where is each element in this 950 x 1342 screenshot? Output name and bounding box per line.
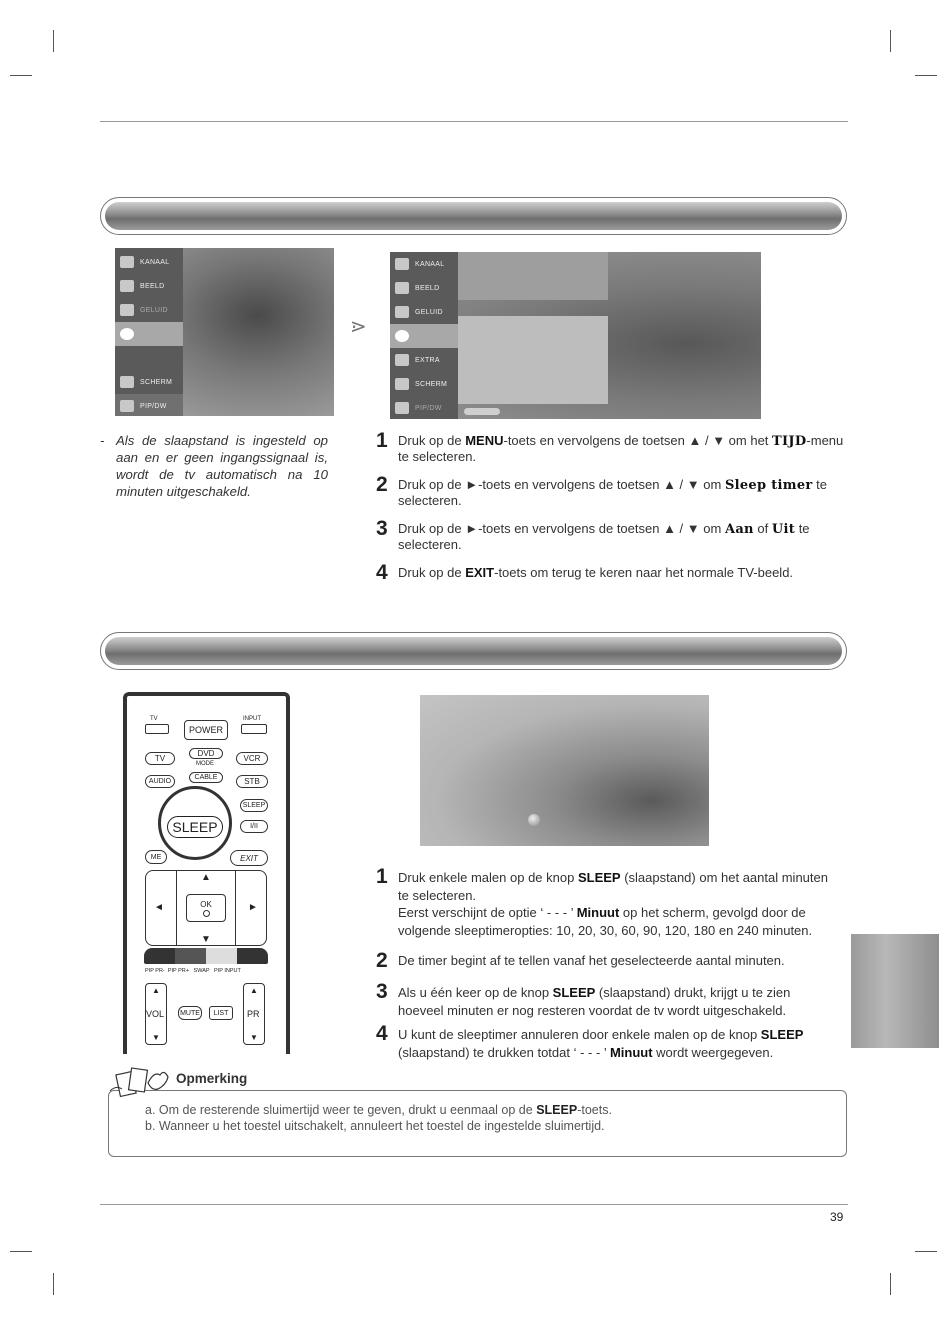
page-number: 39 — [830, 1210, 844, 1224]
menu-item-scherm: SCHERM — [390, 372, 458, 396]
crop-mark — [915, 75, 937, 76]
step-text: De timer begint af te tellen vanaf het geselecteerde aantal minuten. — [398, 953, 785, 968]
tv-mode-button[interactable]: TV — [145, 752, 175, 765]
stb-mode-button[interactable]: STB — [236, 775, 268, 788]
tv-menu-screen-right — [390, 252, 761, 419]
header-rule — [100, 121, 848, 122]
input-button[interactable] — [241, 724, 267, 734]
menu-item-beeld: BEELD — [390, 276, 458, 300]
pip-button-mid[interactable] — [175, 948, 206, 964]
sleep-step-4 — [376, 1023, 826, 1061]
crop-mark — [53, 1273, 54, 1295]
vcr-mode-button[interactable]: VCR — [236, 752, 268, 765]
note-line-b: b. Wanneer u het toestel uitschakelt, annuleert het toestel de ingestelde sluimertijd. — [145, 1119, 605, 1133]
step-number: 3 — [376, 980, 388, 1003]
picture-icon — [395, 282, 409, 294]
menu-item-scherm: SCHERM — [115, 370, 183, 394]
cable-mode-button[interactable]: CABLE — [189, 772, 223, 783]
crop-mark — [915, 1251, 937, 1252]
ok-dot-icon — [203, 910, 210, 917]
chapter-side-tab — [851, 934, 939, 1048]
left-arrow-icon[interactable]: ◄ — [154, 902, 164, 913]
picture-icon — [120, 280, 134, 292]
step-1 — [376, 430, 848, 464]
vol-label: VOL — [146, 1009, 165, 1019]
menu-item-pipdw: PIP/DW — [115, 394, 183, 416]
screen-adjust-icon — [120, 376, 134, 388]
step-number: 4 — [376, 1022, 388, 1045]
crop-mark — [890, 30, 891, 52]
note-title: Opmerking — [176, 1071, 248, 1086]
pip-button-light[interactable] — [206, 948, 237, 964]
sleep-step-2 — [376, 950, 836, 972]
menu-item-kanaal: KANAAL — [115, 250, 183, 274]
sleep-step-3 — [376, 981, 816, 1019]
menu-item-extra — [115, 346, 183, 370]
step-4 — [376, 562, 848, 584]
i-ii-button[interactable]: I/II — [240, 820, 268, 833]
step-text: Druk op de ►-toets en vervolgens de toetsen ▲ / ▼ om Sleep timer te selecteren. — [398, 477, 828, 508]
right-arrow-icon[interactable]: ► — [248, 902, 258, 913]
up-arrow-icon[interactable]: ▲ — [201, 872, 211, 883]
step-text: Druk op de ►-toets en vervolgens de toetsen ▲ / ▼ om Aan of Uit te selecteren. — [398, 521, 810, 552]
pip-icon — [395, 402, 409, 414]
menu-item-beeld: BEELD — [115, 274, 183, 298]
menu-item-geluid: GELUID — [390, 300, 458, 324]
wrench-icon — [395, 354, 409, 366]
submenu-line — [464, 258, 466, 265]
menu-item-geluid: GELUID — [115, 298, 183, 322]
menu-item-pipdw: PIP/DW — [390, 396, 458, 419]
step-text: Druk op de EXIT-toets om terug te keren naar het normale TV-beeld. — [398, 565, 794, 580]
crop-mark — [10, 75, 32, 76]
sleep-standby-note — [100, 432, 328, 500]
crop-mark — [890, 1273, 891, 1295]
list-button[interactable]: LIST — [209, 1006, 233, 1020]
crop-mark — [10, 1251, 32, 1252]
power-button[interactable]: POWER — [184, 720, 228, 740]
note-line-a: a. Om de resterende sluimertijd weer te geven, drukt u eenmaal op de SLEEP-toets. — [145, 1103, 612, 1117]
menu-item-tijd-selected — [115, 322, 183, 346]
step-number: 4 — [376, 561, 388, 584]
down-arrow-icon[interactable]: ▼ — [201, 934, 211, 945]
tv-mode-label: TV — [150, 716, 158, 722]
tv-input-button[interactable] — [145, 724, 169, 734]
step-number: 1 — [376, 865, 388, 888]
note-text: Als de slaapstand is ingesteld op aan en er geen ingangssignaal is, wordt de tv automatisch na 10 minuten uitgeschakeld. — [116, 433, 328, 499]
menu-item-tijd-selected — [390, 324, 458, 348]
sleep-indicator-icon — [528, 814, 540, 826]
step-2 — [376, 474, 848, 508]
tv-sleep-screen — [420, 695, 709, 846]
ok-button[interactable] — [186, 894, 226, 922]
bottom-bar-button — [464, 408, 500, 415]
mute-button[interactable]: MUTE — [178, 1006, 202, 1020]
sleep-small-button[interactable]: SLEEP — [240, 799, 268, 812]
exit-button[interactable]: EXIT — [230, 850, 268, 866]
crop-mark — [53, 30, 54, 52]
step-text: Druk enkele malen op de knop SLEEP (slaapstand) om het aantal minuten te selecteren. Eerst verschijnt de optie ‘ - - - ’ Minuut op het scherm, gevolgd door de volgende sleeptimeropties: 10, 20, 30, 60, 90, 120, 180 en 240 minuten. — [398, 870, 828, 938]
note-box — [108, 1090, 847, 1157]
screen-adjust-icon — [395, 378, 409, 390]
pr-down-icon: ▼ — [250, 1033, 258, 1042]
ok-label: OK — [200, 899, 212, 909]
pip-icon — [120, 400, 134, 412]
step-number: 1 — [376, 429, 388, 452]
audio-mode-button[interactable]: AUDIO — [145, 775, 175, 788]
input-label: INPUT — [243, 716, 261, 722]
section-banner-2 — [100, 632, 847, 670]
vol-up-icon: ▲ — [152, 986, 160, 995]
next-arrow-icon: ⋗ — [350, 314, 367, 338]
step-text: Als u één keer op de knop SLEEP (slaapstand) drukt, krijgt u te zien hoeveel minuten er nog resteren voordat de tv wordt uitgeschakeld. — [398, 985, 791, 1018]
pip-labels: PIP PR- PIP PR+ SWAP PIP INPUT — [145, 968, 241, 974]
step-text: U kunt de sleeptimer annuleren door enkele malen op de knop SLEEP (slaapstand) te drukken totdat ‘ - - - ’ Minuut wordt weergegeven. — [398, 1027, 804, 1060]
speaker-icon — [395, 306, 409, 318]
vol-down-icon: ▼ — [152, 1033, 160, 1042]
submenu-top-panel — [458, 252, 608, 300]
submenu-options-panel — [458, 316, 608, 404]
step-text: Druk op de MENU-toets en vervolgens de toetsen ▲ / ▼ om het TIJD-menu te selecteren. — [398, 433, 844, 464]
sleep-button[interactable]: SLEEP — [167, 816, 223, 838]
sleep-button-magnifier — [158, 786, 232, 860]
menu-button[interactable]: ME — [145, 850, 167, 864]
pr-up-icon: ▲ — [250, 986, 258, 995]
satellite-icon — [120, 256, 134, 268]
clock-icon — [395, 330, 409, 342]
mode-label: MODE — [196, 761, 214, 767]
footer-rule — [100, 1204, 848, 1205]
step-3 — [376, 518, 848, 552]
step-number: 2 — [376, 473, 388, 496]
step-number: 3 — [376, 517, 388, 540]
notepad-hand-icon — [108, 1063, 172, 1101]
section-banner-1 — [100, 197, 847, 235]
sleep-step-1 — [376, 866, 836, 939]
menu-item-extra: EXTRA — [390, 348, 458, 372]
pip-button-dark2[interactable] — [237, 948, 268, 964]
pr-label: PR — [247, 1009, 260, 1019]
step-number: 2 — [376, 949, 388, 972]
menu-item-kanaal: KANAAL — [390, 252, 458, 276]
clock-icon — [120, 328, 134, 340]
dvd-mode-button[interactable]: DVD — [189, 748, 223, 759]
pip-color-bar — [144, 948, 268, 964]
speaker-icon — [120, 304, 134, 316]
pip-button-dark[interactable] — [144, 948, 175, 964]
note-dash: - — [100, 433, 105, 448]
satellite-icon — [395, 258, 409, 270]
tv-menu-screen-left — [115, 248, 334, 416]
